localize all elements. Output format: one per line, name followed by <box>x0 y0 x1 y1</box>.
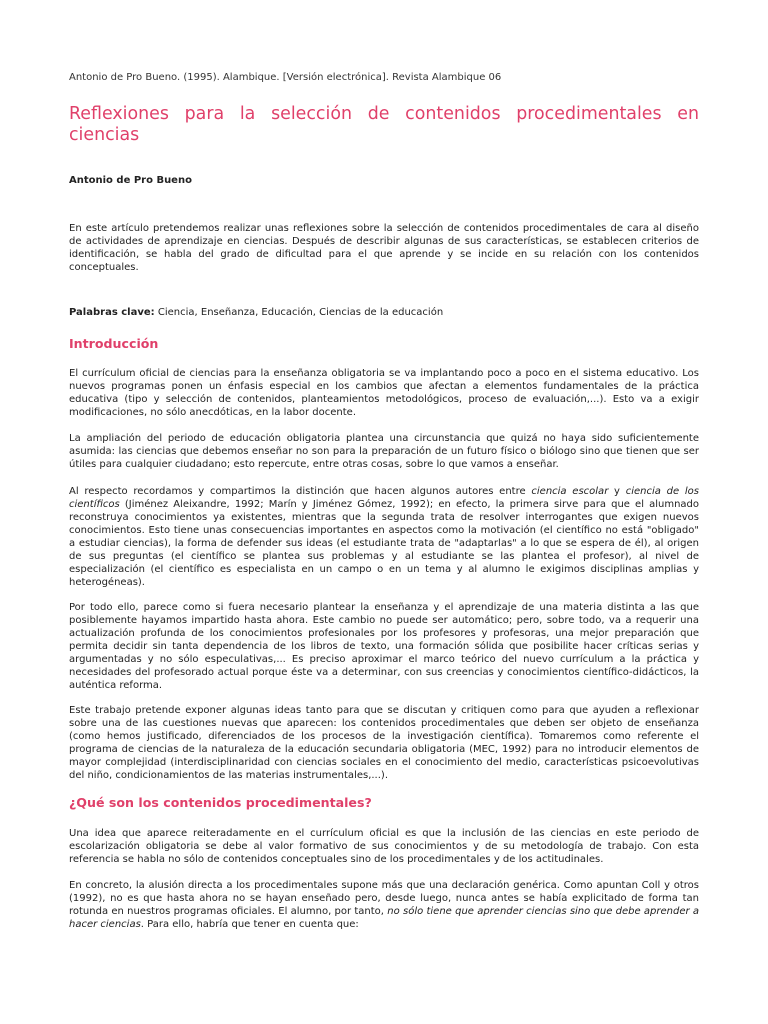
body-paragraph <box>69 879 699 931</box>
paragraph-text: En concreto, la alusión directa a los procedimentales supone más que una declaración genérica. Como apuntan Coll y otros (1992), no es que hasta ahora no se hayan enseñado pero, desde luego, nunca antes se había explicitado de forma tan rotunda en nuestros programas oficiales. El alumno, por tanto, <box>69 880 699 917</box>
abstract-paragraph: En este artículo pretendemos realizar unas reflexiones sobre la selección de contenidos procedimentales de cara al diseño de actividades de aprendizaje en ciencias. Después de describir algunas de sus características, se establecen criterios de identificación, se habla del grado de dificultad para el que aprende y se incide en su relación con los contenidos conceptuales. <box>69 223 699 273</box>
body-paragraph: Por todo ello, parece como si fuera necesario plantear la enseñanza y el aprendizaje de una materia distinta a las que posiblemente hayamos impartido hasta ahora. Este cambio no puede ser automático; pero, sobre todo, va a requerir una actualización profunda de los conocimientos profesionales por los profesores y profesoras, una mejor preparación que permita decidir sin tanta dependencia de los libros de texto, una formación sólida que posibilite hacer críticas serias y argumentadas y no sólo especulativas,... Es preciso aproximar el marco teórico del nuevo currículum a la práctica y necesidades del profesorado actual porque éste va a determinar, con sus creencias y conocimientos científico-didácticos, la auténtica reforma. <box>69 602 699 691</box>
article-title: Reflexiones para la selección de contenidos procedimentales en ciencias <box>69 104 699 145</box>
italic-term: ciencia de los científicos <box>69 486 699 510</box>
body-paragraph <box>69 485 699 589</box>
body-paragraph: El currículum oficial de ciencias para la enseñanza obligatoria se va implantando poco a poco en el sistema educativo. Los nuevos programas ponen un énfasis especial en los cambios que afectan a elementos fundamentales de la práctica educativa (tipo y selección de contenidos, planteamientos metodológicos, proceso de evaluación,...). Esto va a exigir modificaciones, no sólo anecdóticas, en la labor docente. <box>69 368 699 418</box>
body-paragraph: Este trabajo pretende exponer algunas ideas tanto para que se discutan y critiquen como para que ayuden a reflexionar sobre una de las cuestiones nuevas que aparecen: los contenidos procedimentales que deben ser objeto de enseñanza (como hemos justificado, diferenciados de los procesos de la investigación científica). Tomaremos como referente el programa de ciencias de la naturaleza de la educación secundaria obligatoria (MEC, 1992) para no introducir elementos de mayor complejidad (interdisciplinaridad con ciencias sociales en el conocimiento del medio, características psicoevolutivas del niño, condicionamientos de las materias instrumentales,...). <box>69 705 699 781</box>
section-heading-introduccion: Introducción <box>69 336 159 351</box>
citation-line: Antonio de Pro Bueno. (1995). Alambique. [Versión electrónica]. Revista Alambique 06 <box>69 72 502 83</box>
body-paragraph: Una idea que aparece reiteradamente en el currículum oficial es que la inclusión de las ciencias en este periodo de escolarización obligatoria se debe al valor formativo de sus conocimientos y de su metodología de trabajo. Con esta referencia se habla no sólo de contenidos conceptuales sino de los procedimentales y de los actitudinales. <box>69 828 699 865</box>
keywords-label: Palabras clave: <box>69 307 155 318</box>
italic-phrase: no sólo tiene que aprender ciencias sino que debe aprender a hacer ciencias <box>69 906 700 930</box>
section-heading-contenidos-procedimentales: ¿Qué son los contenidos procedimentales? <box>69 795 372 810</box>
paragraph-text: y <box>608 486 626 497</box>
body-paragraph: La ampliación del periodo de educación obligatoria plantea una circunstancia que quizá no haya sido suficientemente asumida: las ciencias que debemos enseñar no son para la preparación de un futuro físico o biólogo sino que tienen que ser útiles para cualquier ciudadano; esto repercute, entre otras cosas, sobre lo que vamos a enseñar. <box>69 433 699 470</box>
italic-term: ciencia escolar <box>531 486 609 497</box>
paragraph-text: (Jiménez Aleixandre, 1992; Marín y Jiménez Gómez, 1992); en efecto, la primera sirve para que el alumnado reconstruya conocimientos ya existentes, mientras que la segunda trata de resolver interrogantes que exigen nuevos conocimientos. Esto tiene unas consecuencias importantes en aspectos como la motivación (el científico no está "obligado" a estudiar ciencias), la forma de defender sus ideas (el estudiante trata de "adaptarlas" a lo que se espera de él), al origen de sus preguntas (el científico se plantea sus problemas y al estudiante se las plantea el profesor), al nivel de especialización (el científico es especialista en un campo o en un tema y al alumno le exigimos disciplinas amplias y heterogéneas). <box>69 499 699 588</box>
author-name: Antonio de Pro Bueno <box>69 175 192 186</box>
paragraph-text: . Para ello, habría que tener en cuenta que: <box>140 919 359 930</box>
keywords-value: Ciencia, Enseñanza, Educación, Ciencias de la educación <box>157 307 444 318</box>
paragraph-text: Al respecto recordamos y compartimos la distinción que hacen algunos autores entre <box>69 486 532 497</box>
keywords-line <box>69 307 443 318</box>
